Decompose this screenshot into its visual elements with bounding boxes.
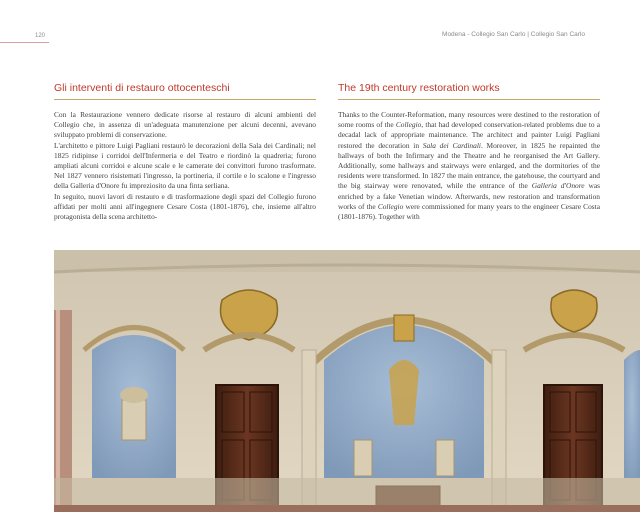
italian-paragraph: In seguito, nuovi lavori di restauro e di trasformazione degli spazi del Collegio furono affidati per molti anni all'ingegnere Cesare Costa (1801-1876), che, insieme all'altro protagonista della scena architetto- xyxy=(54,191,316,222)
page-number: 120 xyxy=(35,33,46,39)
italian-paragraph: L'architetto e pittore Luigi Pagliani restaurò le decorazioni della Sala dei Cardinali; nel 1825 ridipinse i corridoi dell'Infermeria e del Teatro e riordinò la quadreria; furono ampliati alcuni corridoi e alcune scale e le camerate dei convittori furono trasformate. Nel 1827 vennero risistemati l'ingresso, la portineria, il cortile e lo scalone e l'ingresso della Galleria d'Onore fu impreziosito da una finta serliana. xyxy=(54,140,316,191)
italian-body-text xyxy=(54,110,316,222)
running-head: Modena - Collegio San Carlo | Collegio San Carlo xyxy=(442,31,585,38)
pedestal xyxy=(436,440,454,476)
urn-ornament xyxy=(122,400,146,440)
english-section-title: The 19th century restoration works xyxy=(338,82,600,100)
italian-section-title: Gli interventi di restauro ottocenteschi xyxy=(54,82,316,100)
italian-column xyxy=(54,82,316,222)
floor-skirting xyxy=(54,505,640,512)
text-run-italic: Collegio xyxy=(377,201,404,211)
italian-paragraph: Con la Restaurazione vennero dedicate risorse al restauro di alcuni ambienti del Collegio che, in assenza di un'adeguata manutenzione per alcuni decenni, avevano sviluppato problemi di conservazione. xyxy=(54,110,316,140)
english-paragraph xyxy=(338,110,600,222)
fresco-hall-photo xyxy=(54,250,640,512)
urn-top xyxy=(120,387,148,403)
text-run: were commissioned for many years to the engineer Cesare Costa (1801-1876). Together with xyxy=(338,201,600,222)
english-body-text xyxy=(338,110,600,222)
english-column xyxy=(338,82,600,222)
text-run-italic: Collegio xyxy=(395,120,422,130)
text-run: . Moreover, in 1825 he repainted the hallways of both the Infirmary and the Theatre and he reorganised the Art Gallery. Additionally, some hallways and stairways were enlarged, and the dormitories of the residents were transformed. In 1827 the main entrance, the gatehouse, the courtyard and the big stairway were renovated, while the entrance of the xyxy=(338,140,601,191)
text-run: Thanks to the Counter-Reformation, many resources were destined to the restoration of some rooms of the xyxy=(338,110,600,130)
gold-crest xyxy=(394,315,414,341)
gold-ornament-center xyxy=(389,360,419,425)
text-run-italic: Sala dei Cardinali xyxy=(422,140,481,150)
text-run: was enriched by a fake Venetian window. Afterwards, new restoration and transformation works of the xyxy=(338,181,601,211)
page-number-rule xyxy=(0,42,49,43)
pedestal xyxy=(354,440,372,476)
blue-fresco-panel-right xyxy=(624,350,640,478)
fresco-illustration xyxy=(54,250,640,512)
text-run: , that had developed conservation-related problems due to a decadal lack of appropriate maintenance. The architect and painter Luigi Pagliani restored the decoration in xyxy=(338,120,600,150)
text-run-italic: Galleria d'Onore xyxy=(531,181,585,191)
